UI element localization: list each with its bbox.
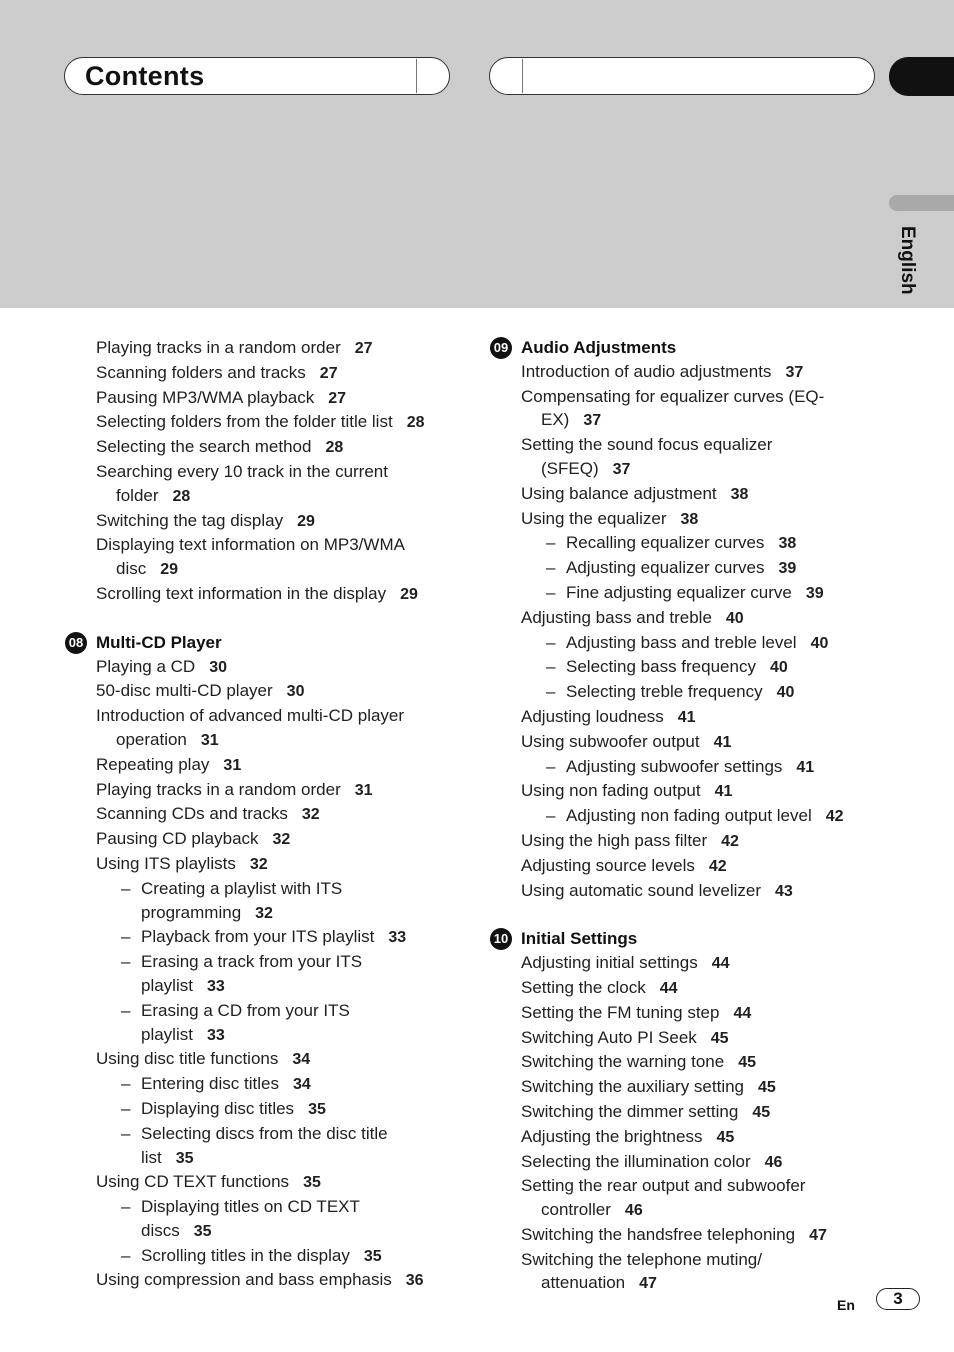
- toc-entry-text: Selecting the illumination color: [521, 1151, 751, 1171]
- toc-subentry[interactable]: [96, 1122, 486, 1146]
- toc-page-number: 37: [612, 460, 631, 478]
- toc-entry[interactable]: [96, 582, 486, 607]
- toc-subentry[interactable]: [521, 804, 911, 829]
- toc-entry[interactable]: [96, 1268, 486, 1293]
- toc-subentry[interactable]: [521, 655, 911, 680]
- toc-page-number: 40: [769, 659, 788, 677]
- toc-page-number: 29: [160, 561, 179, 579]
- toc-page-number: 33: [388, 929, 407, 947]
- toc-entry[interactable]: [96, 410, 486, 435]
- toc-entry-text: Repeating play: [96, 754, 210, 774]
- toc-entry[interactable]: [96, 1170, 486, 1195]
- toc-subentry[interactable]: [96, 999, 486, 1023]
- toc-page-number: 37: [583, 412, 602, 430]
- toc-entry[interactable]: [521, 1026, 911, 1051]
- toc-entry[interactable]: [96, 827, 486, 852]
- toc-entry[interactable]: [521, 1150, 911, 1175]
- toc-entry-text: programming: [141, 902, 242, 922]
- toc-entry-text: Using automatic sound levelizer: [521, 880, 762, 900]
- toc-page-number: 32: [249, 855, 268, 873]
- header-band: [0, 0, 954, 308]
- toc-page-number: 32: [301, 806, 320, 824]
- toc-entry-text: Using ITS playlists: [96, 853, 236, 873]
- toc-entry[interactable]: [96, 386, 486, 411]
- toc-entry-text: Recalling equalizer curves: [566, 533, 765, 553]
- toc-entry[interactable]: [521, 1050, 911, 1075]
- toc-page-number: 34: [292, 1051, 311, 1069]
- toc-entry-text: Scrolling titles in the display: [141, 1245, 350, 1265]
- toc-entry-text: Selecting folders from the folder title list: [96, 412, 393, 432]
- toc-entry[interactable]: [521, 730, 911, 755]
- toc-page-number: 27: [328, 389, 347, 407]
- toc-entry[interactable]: [521, 1223, 911, 1248]
- footer-page-number: 3: [876, 1288, 920, 1310]
- toc-page-number: 45: [716, 1128, 735, 1146]
- toc-entry-text: Adjusting the brightness: [521, 1126, 703, 1146]
- toc-entry[interactable]: [96, 802, 486, 827]
- toc-page-number: 32: [255, 904, 273, 922]
- toc-entry-continuation[interactable]: [521, 1271, 911, 1296]
- toc-page-number: 31: [223, 756, 242, 774]
- toc-entry-text: Adjusting loudness: [521, 706, 664, 726]
- toc-entry-text: Selecting the search method: [96, 437, 312, 457]
- toc-page-number: 46: [624, 1202, 643, 1220]
- toc-entry-text: playlist: [141, 1024, 193, 1044]
- toc-entry-text: attenuation: [541, 1273, 626, 1293]
- toc-page-number: 42: [825, 808, 844, 826]
- section-title: Multi-CD Player: [96, 632, 222, 652]
- toc-entry-text: Displaying titles on CD TEXT: [141, 1197, 360, 1217]
- toc-entry[interactable]: [521, 1075, 911, 1100]
- toc-entry-continuation[interactable]: [96, 1219, 486, 1244]
- toc-entry-text: Fine adjusting equalizer curve: [566, 582, 792, 602]
- toc-entry-text: Adjusting initial settings: [521, 953, 698, 973]
- title-frame: [64, 57, 450, 95]
- toc-page-number: 31: [200, 731, 219, 749]
- toc-group-08: [96, 655, 486, 1294]
- toc-entry-continuation[interactable]: [96, 1146, 486, 1171]
- toc-page-number: 42: [708, 857, 727, 875]
- toc-entry[interactable]: [521, 879, 911, 904]
- toc-page-number: 27: [319, 364, 338, 382]
- toc-entry-text: Searching every 10 track in the current: [96, 461, 388, 481]
- toc-page-number: 28: [406, 414, 425, 432]
- toc-entry-text: (SFEQ): [541, 458, 599, 478]
- toc-entry[interactable]: [521, 1248, 911, 1272]
- toc-entry[interactable]: [521, 829, 911, 854]
- toc-right-column: [493, 336, 911, 1296]
- toc-subentry[interactable]: [521, 631, 911, 656]
- toc-entry-text: Scanning CDs and tracks: [96, 804, 288, 824]
- toc-group-09: [521, 360, 911, 904]
- toc-entry-continuation[interactable]: [96, 974, 486, 999]
- toc-entry[interactable]: [96, 679, 486, 704]
- toc-entry-text: Creating a playlist with ITS: [141, 878, 343, 898]
- section-number-badge: 08: [65, 632, 87, 654]
- section-tab: [889, 57, 954, 96]
- toc-subentry[interactable]: [521, 680, 911, 705]
- toc-page-number: 42: [721, 832, 739, 850]
- title-frame-divider: [416, 59, 433, 93]
- toc-entry-text: Scanning folders and tracks: [96, 362, 306, 382]
- toc-entry[interactable]: [521, 360, 911, 385]
- toc-page-number: 40: [776, 684, 795, 702]
- toc-page-number: 35: [175, 1149, 194, 1167]
- toc-entry-text: Playing tracks in a random order: [96, 779, 341, 799]
- toc-page-number: 46: [764, 1153, 783, 1171]
- toc-page-number: 27: [354, 340, 373, 357]
- toc-page-number: 39: [805, 584, 824, 602]
- toc-subentry[interactable]: [96, 925, 486, 950]
- toc-entry-continuation[interactable]: [96, 484, 486, 509]
- toc-entry-text: Selecting bass frequency: [566, 657, 756, 677]
- toc-entry-text: Adjusting non fading output level: [566, 806, 812, 826]
- page-title: Contents: [85, 61, 205, 91]
- toc-entry-text: Setting the clock: [521, 977, 646, 997]
- toc-page-number: 38: [730, 485, 749, 503]
- toc-page-number: 29: [400, 585, 418, 603]
- spacer: [521, 903, 911, 927]
- toc-entry-text: Selecting discs from the disc title: [141, 1123, 388, 1143]
- toc-group-continued: [96, 336, 486, 607]
- toc-entry-text: Using disc title functions: [96, 1049, 279, 1069]
- toc-entry-text: Playback from your ITS playlist: [141, 927, 375, 947]
- toc-entry[interactable]: [521, 705, 911, 730]
- toc-entry-continuation[interactable]: [96, 728, 486, 753]
- toc-entry-text: EX): [541, 410, 570, 430]
- toc-entry[interactable]: [96, 435, 486, 460]
- toc-page-number: 30: [286, 683, 305, 701]
- toc-entry-text: Adjusting subwoofer settings: [566, 756, 783, 776]
- section-heading-10[interactable]: [493, 927, 911, 951]
- spacer: [96, 607, 486, 631]
- toc-entry-continuation[interactable]: [521, 408, 911, 433]
- toc-entry-text: Switching the handsfree telephoning: [521, 1224, 796, 1244]
- toc-page-number: 40: [810, 634, 829, 652]
- toc-page-number: 28: [325, 439, 344, 457]
- toc-page-number: 33: [206, 977, 225, 995]
- toc-entry-text: Erasing a CD from your ITS: [141, 1000, 350, 1020]
- toc-page-number: 38: [778, 535, 797, 553]
- toc-entry-text: discs: [141, 1220, 180, 1240]
- toc-page-number: 41: [714, 783, 733, 801]
- toc-entry-text: Setting the rear output and subwoofer: [521, 1176, 806, 1196]
- toc-entry-text: 50-disc multi-CD player: [96, 681, 273, 701]
- toc-entry[interactable]: [521, 1001, 911, 1026]
- toc-page-number: 35: [303, 1174, 321, 1192]
- language-tab-marker: [889, 195, 954, 211]
- toc-entry-text: Displaying disc titles: [141, 1098, 295, 1118]
- toc-entry-text: Switching Auto PI Seek: [521, 1027, 697, 1047]
- toc-page-number: 47: [639, 1275, 657, 1293]
- toc-subentry[interactable]: [521, 755, 911, 780]
- toc-entry-text: Introduction of audio adjustments: [521, 361, 772, 381]
- toc-entry-text: Adjusting equalizer curves: [566, 558, 765, 578]
- toc-subentry[interactable]: [96, 1195, 486, 1219]
- toc-entry-text: operation: [116, 729, 187, 749]
- toc-entry[interactable]: [521, 1100, 911, 1125]
- toc-page-number: 38: [680, 510, 699, 528]
- toc-entry-continuation[interactable]: [96, 1023, 486, 1048]
- toc-entry-text: Displaying text information on MP3/WMA: [96, 535, 405, 555]
- toc-entry[interactable]: [521, 385, 911, 409]
- toc-entry[interactable]: [521, 507, 911, 532]
- toc-page-number: 34: [292, 1076, 311, 1094]
- section-title: Audio Adjustments: [521, 338, 677, 357]
- toc-entry[interactable]: [96, 533, 486, 557]
- toc-entry-text: Using subwoofer output: [521, 731, 700, 751]
- toc-entry[interactable]: [96, 753, 486, 778]
- toc-page-number: 45: [710, 1029, 729, 1047]
- toc-entry-text: Using CD TEXT functions: [96, 1172, 290, 1192]
- toc-page-number: 36: [405, 1272, 424, 1290]
- toc-subentry[interactable]: [96, 950, 486, 974]
- toc-entry-text: Setting the FM tuning step: [521, 1002, 720, 1022]
- blank-header-frame: [489, 57, 875, 95]
- toc-entry-continuation[interactable]: [521, 457, 911, 482]
- toc-entry-text: Using balance adjustment: [521, 483, 717, 503]
- toc-entry[interactable]: [96, 361, 486, 386]
- toc-page-number: 31: [354, 781, 373, 799]
- toc-entry-text: Using the high pass filter: [521, 830, 708, 850]
- toc-entry-text: Playing a CD: [96, 656, 196, 676]
- toc-entry-text: Pausing CD playback: [96, 829, 259, 849]
- toc-group-10: [521, 951, 911, 1296]
- toc-entry[interactable]: [96, 460, 486, 484]
- toc-page-number: 30: [209, 658, 228, 676]
- toc-page-number: 40: [725, 609, 744, 627]
- toc-page-number: 45: [752, 1103, 771, 1121]
- toc-page-number: 32: [272, 831, 291, 849]
- toc-page-number: 29: [297, 512, 315, 530]
- toc-entry-text: Erasing a track from your ITS: [141, 952, 363, 972]
- toc-entry[interactable]: [521, 1174, 911, 1198]
- toc-entry[interactable]: [521, 1125, 911, 1150]
- toc-entry-text: Adjusting source levels: [521, 855, 695, 875]
- blank-frame-divider: [506, 59, 523, 93]
- toc-entry-text: Adjusting bass and treble level: [566, 632, 797, 652]
- section-heading-08[interactable]: [68, 631, 486, 655]
- toc-page-number: 28: [172, 487, 191, 505]
- toc-page-number: 33: [206, 1026, 225, 1044]
- toc-page-number: 45: [758, 1079, 776, 1097]
- toc-subentry[interactable]: [521, 531, 911, 556]
- toc-entry-text: list: [141, 1147, 162, 1167]
- toc-page-number: 44: [659, 979, 678, 997]
- toc-entry[interactable]: [521, 433, 911, 457]
- toc-subentry[interactable]: [521, 581, 911, 606]
- toc-entry-text: Selecting treble frequency: [566, 682, 763, 702]
- toc-subentry[interactable]: [96, 877, 486, 901]
- toc-page-number: 43: [775, 882, 793, 900]
- section-heading-09[interactable]: [493, 336, 911, 360]
- toc-subentry[interactable]: [96, 1097, 486, 1122]
- toc-entry-text: controller: [541, 1200, 611, 1220]
- toc-page-number: 41: [677, 708, 696, 726]
- toc-page-number: 47: [809, 1226, 827, 1244]
- toc-entry-text: disc: [116, 559, 147, 579]
- toc-entry-text: Switching the tag display: [96, 510, 284, 530]
- toc-entry-continuation[interactable]: [521, 1198, 911, 1223]
- toc-page-number: 44: [711, 955, 730, 973]
- toc-entry-text: Using compression and bass emphasis: [96, 1270, 392, 1290]
- toc-entry[interactable]: [96, 704, 486, 728]
- toc-subentry[interactable]: [96, 1244, 486, 1269]
- toc-entry-text: Playing tracks in a random order: [96, 338, 341, 357]
- toc-entry-text: Switching the dimmer setting: [521, 1101, 739, 1121]
- toc-page-number: 35: [363, 1247, 382, 1265]
- toc-entry-text: Using the equalizer: [521, 508, 667, 528]
- toc-entry[interactable]: [521, 482, 911, 507]
- toc-entry-text: Setting the sound focus equalizer: [521, 435, 773, 455]
- toc-entry-text: Pausing MP3/WMA playback: [96, 387, 315, 407]
- toc-page-number: 44: [733, 1004, 752, 1022]
- toc-page-number: 37: [785, 363, 804, 381]
- toc-page-number: 35: [193, 1222, 212, 1240]
- toc-entry[interactable]: [96, 509, 486, 534]
- toc-entry-text: playlist: [141, 975, 193, 995]
- toc-entry[interactable]: [96, 655, 486, 680]
- toc-entry-continuation[interactable]: [96, 557, 486, 582]
- toc-subentry[interactable]: [521, 556, 911, 581]
- toc-entry[interactable]: [96, 852, 486, 877]
- toc-entry[interactable]: [521, 976, 911, 1001]
- toc-entry-text: Compensating for equalizer curves (EQ-: [521, 386, 825, 406]
- toc-page-number: 41: [713, 733, 732, 751]
- toc-page-number: 45: [738, 1054, 756, 1072]
- toc-entry-text: Using non fading output: [521, 781, 701, 801]
- section-title: Initial Settings: [521, 929, 638, 949]
- toc-entry-text: Scrolling text information in the display: [96, 583, 387, 603]
- section-number-badge: 10: [490, 928, 512, 950]
- toc-entry-continuation[interactable]: [96, 901, 486, 926]
- toc-entry[interactable]: [96, 778, 486, 803]
- toc-entry-text: Switching the auxiliary setting: [521, 1077, 745, 1097]
- toc-entry[interactable]: [521, 779, 911, 804]
- toc-entry-text: Adjusting bass and treble: [521, 607, 712, 627]
- section-number-badge: 09: [490, 337, 512, 359]
- toc-entry[interactable]: [521, 951, 911, 976]
- toc-entry[interactable]: [96, 1047, 486, 1072]
- toc-entry-text: Switching the telephone muting/: [521, 1249, 762, 1269]
- toc-entry[interactable]: [96, 336, 486, 361]
- toc-entry-text: folder: [116, 485, 159, 505]
- toc-entry-text: Switching the warning tone: [521, 1052, 725, 1072]
- toc-entry[interactable]: [521, 854, 911, 879]
- toc-page-number: 35: [308, 1100, 326, 1118]
- language-tab-label: English: [897, 226, 918, 295]
- toc-subentry[interactable]: [96, 1072, 486, 1097]
- toc-entry-text: Introduction of advanced multi-CD player: [96, 706, 405, 726]
- footer-language-code: En: [837, 1297, 855, 1313]
- toc-entry[interactable]: [521, 606, 911, 631]
- toc-page-number: 41: [796, 758, 815, 776]
- toc-left-column: [68, 336, 486, 1293]
- toc-entry-text: Entering disc titles: [141, 1074, 279, 1094]
- toc-page-number: 39: [778, 560, 797, 578]
